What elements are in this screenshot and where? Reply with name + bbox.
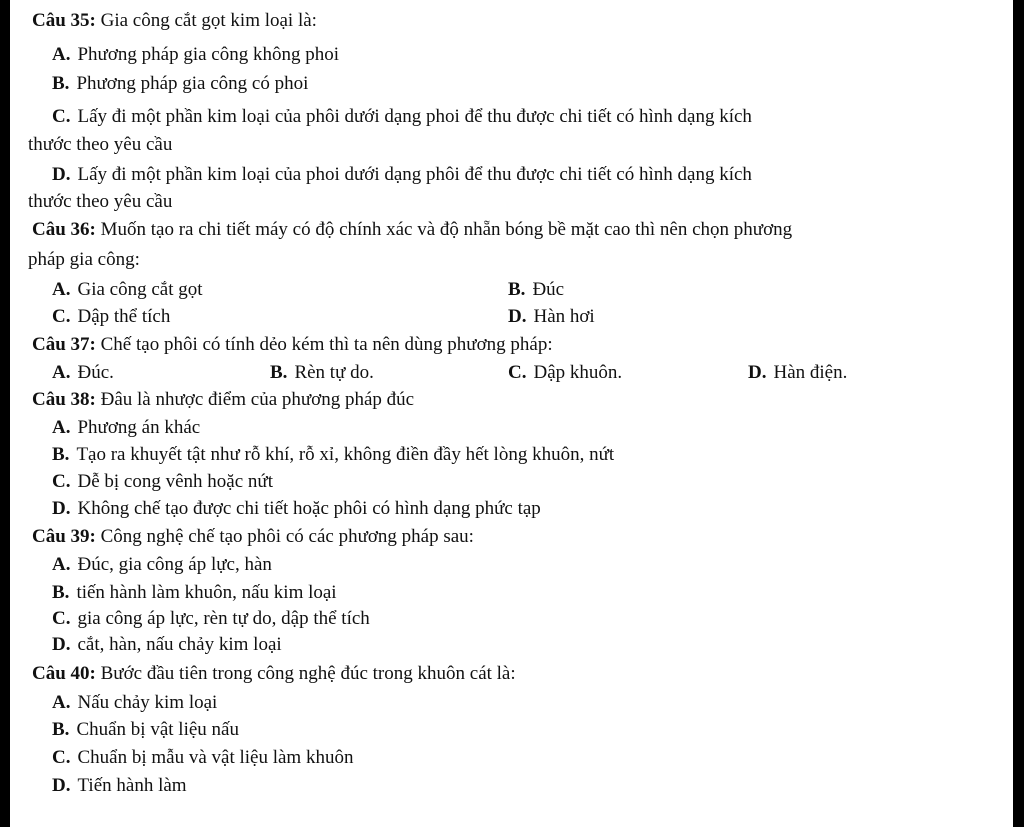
option-letter: D.: [52, 164, 71, 185]
option-text: Phương án khác: [77, 417, 201, 438]
option-letter: A.: [52, 692, 71, 713]
option-39-c: [52, 608, 370, 630]
option-letter: A.: [52, 417, 71, 438]
option-letter: B.: [52, 73, 70, 94]
question-40: [32, 663, 516, 685]
question-text: Chế tạo phôi có tính dẻo kém thì ta nên dùng phương pháp:: [100, 334, 553, 355]
option-36-d: [508, 306, 595, 328]
option-38-a: [52, 417, 200, 439]
option-37-a: [52, 362, 114, 384]
option-text: Không chế tạo được chi tiết hoặc phôi có hình dạng phức tạp: [77, 498, 541, 519]
option-text: Hàn điện.: [773, 362, 848, 383]
question-number: Câu 38:: [32, 389, 96, 410]
option-39-b: [52, 582, 337, 604]
option-40-d: [52, 775, 187, 797]
option-text: Dập khuôn.: [533, 362, 623, 383]
option-letter: A.: [52, 554, 71, 575]
question-35: [32, 10, 317, 32]
option-37-b: [270, 362, 374, 384]
option-38-c: [52, 471, 273, 493]
option-text: Nấu chảy kim loại: [77, 692, 218, 713]
question-number: Câu 40:: [32, 663, 96, 684]
option-text: Phương pháp gia công có phoi: [76, 73, 309, 94]
question-37: [32, 334, 553, 356]
option-36-a: [52, 279, 203, 301]
question-text: Đâu là nhược điểm của phương pháp đúc: [100, 389, 415, 410]
option-40-b: [52, 719, 239, 741]
option-text: Lấy đi một phần kim loại của phoi dưới dạng phôi để thu được chi tiết có hình dạng kích: [77, 164, 752, 185]
option-39-a: [52, 554, 272, 576]
question-36-continuation: pháp gia công:: [28, 249, 140, 270]
option-40-c: [52, 747, 353, 769]
option-35-c-continuation: thước theo yêu cầu: [28, 134, 173, 155]
option-text: Rèn tự do.: [294, 362, 374, 383]
option-text: Chuẩn bị mẫu và vật liệu làm khuôn: [77, 747, 354, 768]
option-text: Dễ bị cong vênh hoặc nứt: [77, 471, 273, 492]
option-letter: A.: [52, 362, 71, 383]
option-letter: B.: [270, 362, 288, 383]
option-text: Hàn hơi: [533, 306, 595, 327]
option-letter: D.: [52, 498, 71, 519]
option-35-b: [52, 73, 308, 95]
option-letter: D.: [508, 306, 527, 327]
option-36-c: [52, 306, 170, 328]
option-35-d-continuation: thước theo yêu cầu: [28, 191, 173, 212]
option-35-a: [52, 44, 339, 66]
option-letter: B.: [52, 444, 70, 465]
question-text: Gia công cắt gọt kim loại là:: [100, 10, 317, 31]
option-letter: C.: [508, 362, 527, 383]
option-text: Đúc: [532, 279, 565, 300]
option-letter: C.: [52, 306, 71, 327]
option-letter: D.: [748, 362, 767, 383]
option-letter: B.: [52, 582, 70, 603]
option-letter: C.: [52, 747, 71, 768]
option-text: Đúc.: [77, 362, 114, 383]
option-letter: A.: [52, 44, 71, 65]
option-35-d: [52, 164, 752, 186]
option-40-a: [52, 692, 217, 714]
option-38-b: [52, 444, 614, 466]
option-letter: D.: [52, 634, 71, 655]
option-37-c: [508, 362, 622, 384]
question-number: Câu 37:: [32, 334, 96, 355]
option-letter: D.: [52, 775, 71, 796]
question-text: Bước đầu tiên trong công nghệ đúc trong khuôn cát là:: [100, 663, 516, 684]
option-text: Phương pháp gia công không phoi: [77, 44, 340, 65]
option-letter: C.: [52, 471, 71, 492]
option-letter: B.: [508, 279, 526, 300]
question-number: Câu 35:: [32, 10, 96, 31]
question-text: Công nghệ chế tạo phôi có các phương pháp sau:: [100, 526, 474, 547]
option-text: Dập thể tích: [77, 306, 171, 327]
option-text: Tiến hành làm: [77, 775, 187, 796]
option-text: gia công áp lực, rèn tự do, dập thể tích: [77, 608, 370, 629]
option-text: tiến hành làm khuôn, nấu kim loại: [76, 582, 337, 603]
question-36: [32, 219, 792, 241]
option-letter: C.: [52, 106, 71, 127]
option-text: cắt, hàn, nấu chảy kim loại: [77, 634, 282, 655]
option-letter: A.: [52, 279, 71, 300]
option-text: Tạo ra khuyết tật như rỗ khí, rỗ xỉ, không điền đầy hết lòng khuôn, nứt: [76, 444, 615, 465]
option-38-d: [52, 498, 541, 520]
option-37-d: [748, 362, 847, 384]
document-page: [10, 0, 1013, 827]
option-letter: C.: [52, 608, 71, 629]
option-text: Gia công cắt gọt: [77, 279, 203, 300]
question-39: [32, 526, 474, 548]
option-text: Chuẩn bị vật liệu nấu: [76, 719, 239, 740]
option-letter: B.: [52, 719, 70, 740]
option-39-d: [52, 634, 282, 656]
option-36-b: [508, 279, 564, 301]
question-text: Muốn tạo ra chi tiết máy có độ chính xác và độ nhẵn bóng bề mặt cao thì nên chọn phương: [100, 219, 793, 240]
option-text: Lấy đi một phần kim loại của phôi dưới dạng phoi để thu được chi tiết có hình dạng kích: [77, 106, 752, 127]
question-number: Câu 39:: [32, 526, 96, 547]
question-number: Câu 36:: [32, 219, 96, 240]
question-38: [32, 389, 414, 411]
option-35-c: [52, 106, 752, 128]
option-text: Đúc, gia công áp lực, hàn: [77, 554, 272, 575]
